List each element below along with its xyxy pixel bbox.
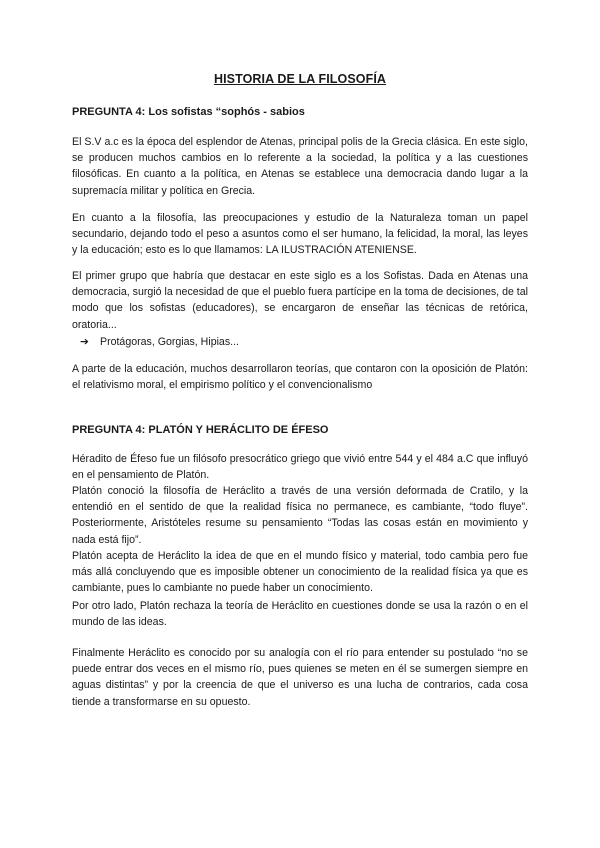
section2-paragraph-5: Finalmente Heráclito es conocido por su analogía con el río para entender su postulado “no se puede entrar dos veces en el mismo río, pues quienes se meten en él se sumergen siempre en aguas distintas” y por la creencia de que el universo es una lucha de contrarios, cada cosa tiende a transformarse en su opuesto. [72,647,528,708]
section2-paragraph-3: Platón acepta de Heráclito la idea de que en el mundo físico y material, todo cambia pero fue más allá concluyendo que es imposible obtener un conocimiento de la realidad física ya que es cambiante, pues lo cambiante no puede haber un conocimiento. [72,550,528,595]
section1-paragraph-1: El S.V a.c es la época del esplendor de Atenas, principal polis de la Grecia clásica. En este siglo, se producen muchos cambios en lo referente a la sociedad, la política y a las cuestiones filosóficas. En cuanto a la política, en Atenas se establece una democracia dando lugar a la supremacía militar y política en Grecia. [72,136,528,197]
section2-heading: PREGUNTA 4: PLATÓN Y HERÁCLITO DE ÉFESO [72,424,329,436]
section1-heading: PREGUNTA 4: Los sofistas “sophós - sabios [72,106,305,118]
section1-paragraph-2: En cuanto a la filosofía, las preocupaciones y estudio de la Naturaleza toman un papel secundario, dejando todo el peso a asuntos como el ser humano, la felicidad, la moral, las leyes y la educación; esto es lo que llamamos: LA ILUSTRACIÓN ATENIENSE. [72,212,528,257]
bullet-list-item [80,334,239,350]
arrow-right-icon: ➔ [80,336,89,348]
section2-paragraph-1: Héradito de Éfeso fue un filósofo presocrático griego que vivió entre 544 y el 484 a.C que influyó en el pensamiento de Platón. [72,453,528,482]
section2-paragraph-2: Platón conoció la filosofía de Heráclito a través de una versión deformada de Cratilo, y la entendió en el sentido de que la realidad física no permanece, es cambiante, “todo fluye”. Posteriormente, Aristóteles resume su pensamiento “Todas las cosas están en movimiento y nada está fijo”. [72,485,528,546]
bullet-text: Protágoras, Gorgias, Hipias... [100,336,239,348]
page-title: HISTORIA DE LA FILOSOFÍA [213,72,387,86]
section1-paragraph-3: El primer grupo que habría que destacar en este siglo es a los Sofistas. Dada en Atenas una democracia, surgió la necesidad de que el pueblo fuera partícipe en la toma de decisiones, de tal modo que los sofistas (educadores), se encargaron de enseñar las técnicas de retórica, oratoria... [72,270,528,331]
section2-paragraph-4: Por otro lado, Platón rechaza la teoría de Heráclito en cuestiones donde se usa la razón o en el mundo de las ideas. [72,600,528,629]
section1-paragraph-4: A parte de la educación, muchos desarrollaron teorías, que contaron con la oposición de Platón: el relativismo moral, el empirismo político y el convencionalismo [72,363,528,392]
